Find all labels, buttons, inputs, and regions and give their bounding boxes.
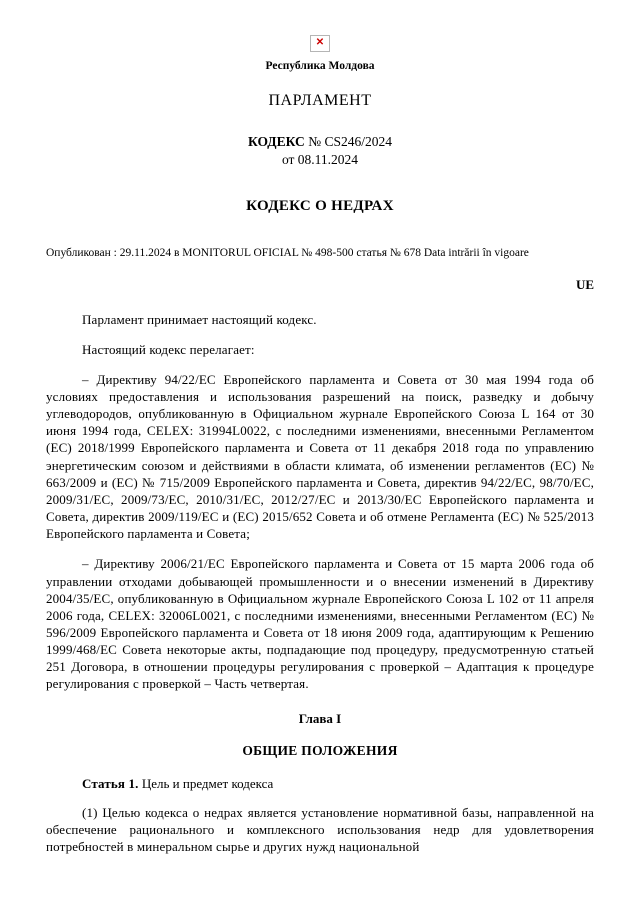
intro-paragraph-1: Парламент принимает настоящий кодекс. bbox=[82, 311, 317, 327]
broken-image-icon: ✕ bbox=[310, 35, 330, 52]
directive-paragraph-2: – Директиву 2006/21/ЕС Европейского парламента и Совета от 15 марта 2006 года об управлении отходами добывающей промышленности и о внесении изменений в Директиву 2004/35/ЕС, опубликованную в Официальном журнале Европейского Союза L 102 от 11 апреля 2006 года, CELEX: 32006L0021, с последними изменениями, внесенными Регламентом (ЕС) № 596/2009 Европейского парламента и Совета от 18 июня 2009 года, адаптирующим к Решению 1999/468/ЕС Совета некоторые акты, подпадающие под процедуру, предусмотренную статьей 251 Договора, в отношении процедуры регулирования с проверкой – Адаптация к процедуре регулирования с проверкой – Часть четвертая. bbox=[46, 556, 594, 692]
publication-line: Опубликован : 29.11.2024 в MONITORUL OFICIAL № 498-500 статья № 678 Data intrării în vigoare bbox=[46, 246, 529, 259]
intro-paragraph-2: Настоящий кодекс перелагает: bbox=[82, 341, 255, 357]
chapter-heading: Глава I bbox=[298, 710, 342, 726]
code-number: № CS246/2024 bbox=[308, 133, 392, 149]
article-1-paragraph-1: (1) Целью кодекса о недрах является установление нормативной базы, направленной на обеспечение рационального и комплексного использования недр для удовлетворения потребностей в минеральном сырье и других нужд национальной bbox=[46, 804, 594, 855]
article-1-heading bbox=[46, 775, 594, 792]
code-date: от 08.11.2024 bbox=[281, 151, 359, 167]
code-number-line bbox=[46, 134, 594, 150]
document-title: КОДЕКС О НЕДРАХ bbox=[246, 197, 394, 214]
institution-name: ПАРЛАМЕНТ bbox=[268, 91, 372, 109]
code-label: КОДЕКС bbox=[248, 133, 305, 149]
article-1-label: Статья 1. bbox=[82, 775, 139, 791]
ue-label: UE bbox=[575, 276, 594, 292]
directive-paragraph-1: – Директиву 94/22/ЕС Европейского парламента и Совета от 30 мая 1994 года об условиях предоставления и использования разрешений на поиск, разведку и добычу углеводородов, опубликованную в Официальном журнале Европейского Союза L 164 от 30 июня 1994 года, CELEX: 31994L0022, с последними изменениями, внесенными Регламентом (ЕС) 2018/1999 Европейского парламента и Совета от 11 декабря 2018 года по управлению энергетическим союзом и действиями в области климата, об изменении регламентов (ЕС) № 663/2009 и (ЕС) № 715/2009 Европейского парламента и Совета, директив 94/22/ЕС, 98/70/ЕС, 2009/31/ЕС, 2009/73/ЕС, 2010/31/ЕС, 2012/27/ЕС и 2013/30/ЕС Европейского парламента и Совета, директив 2009/119/ЕС и (ЕС) 2015/652 Совета и об отмене Регламента (ЕС) № 525/2013 Европейского парламента и Совета; bbox=[46, 371, 594, 542]
emblem-image-container bbox=[46, 34, 594, 52]
article-1-title: Цель и предмет кодекса bbox=[141, 775, 274, 791]
chapter-title: ОБЩИЕ ПОЛОЖЕНИЯ bbox=[242, 742, 398, 758]
country-name: Республика Молдова bbox=[265, 59, 375, 72]
